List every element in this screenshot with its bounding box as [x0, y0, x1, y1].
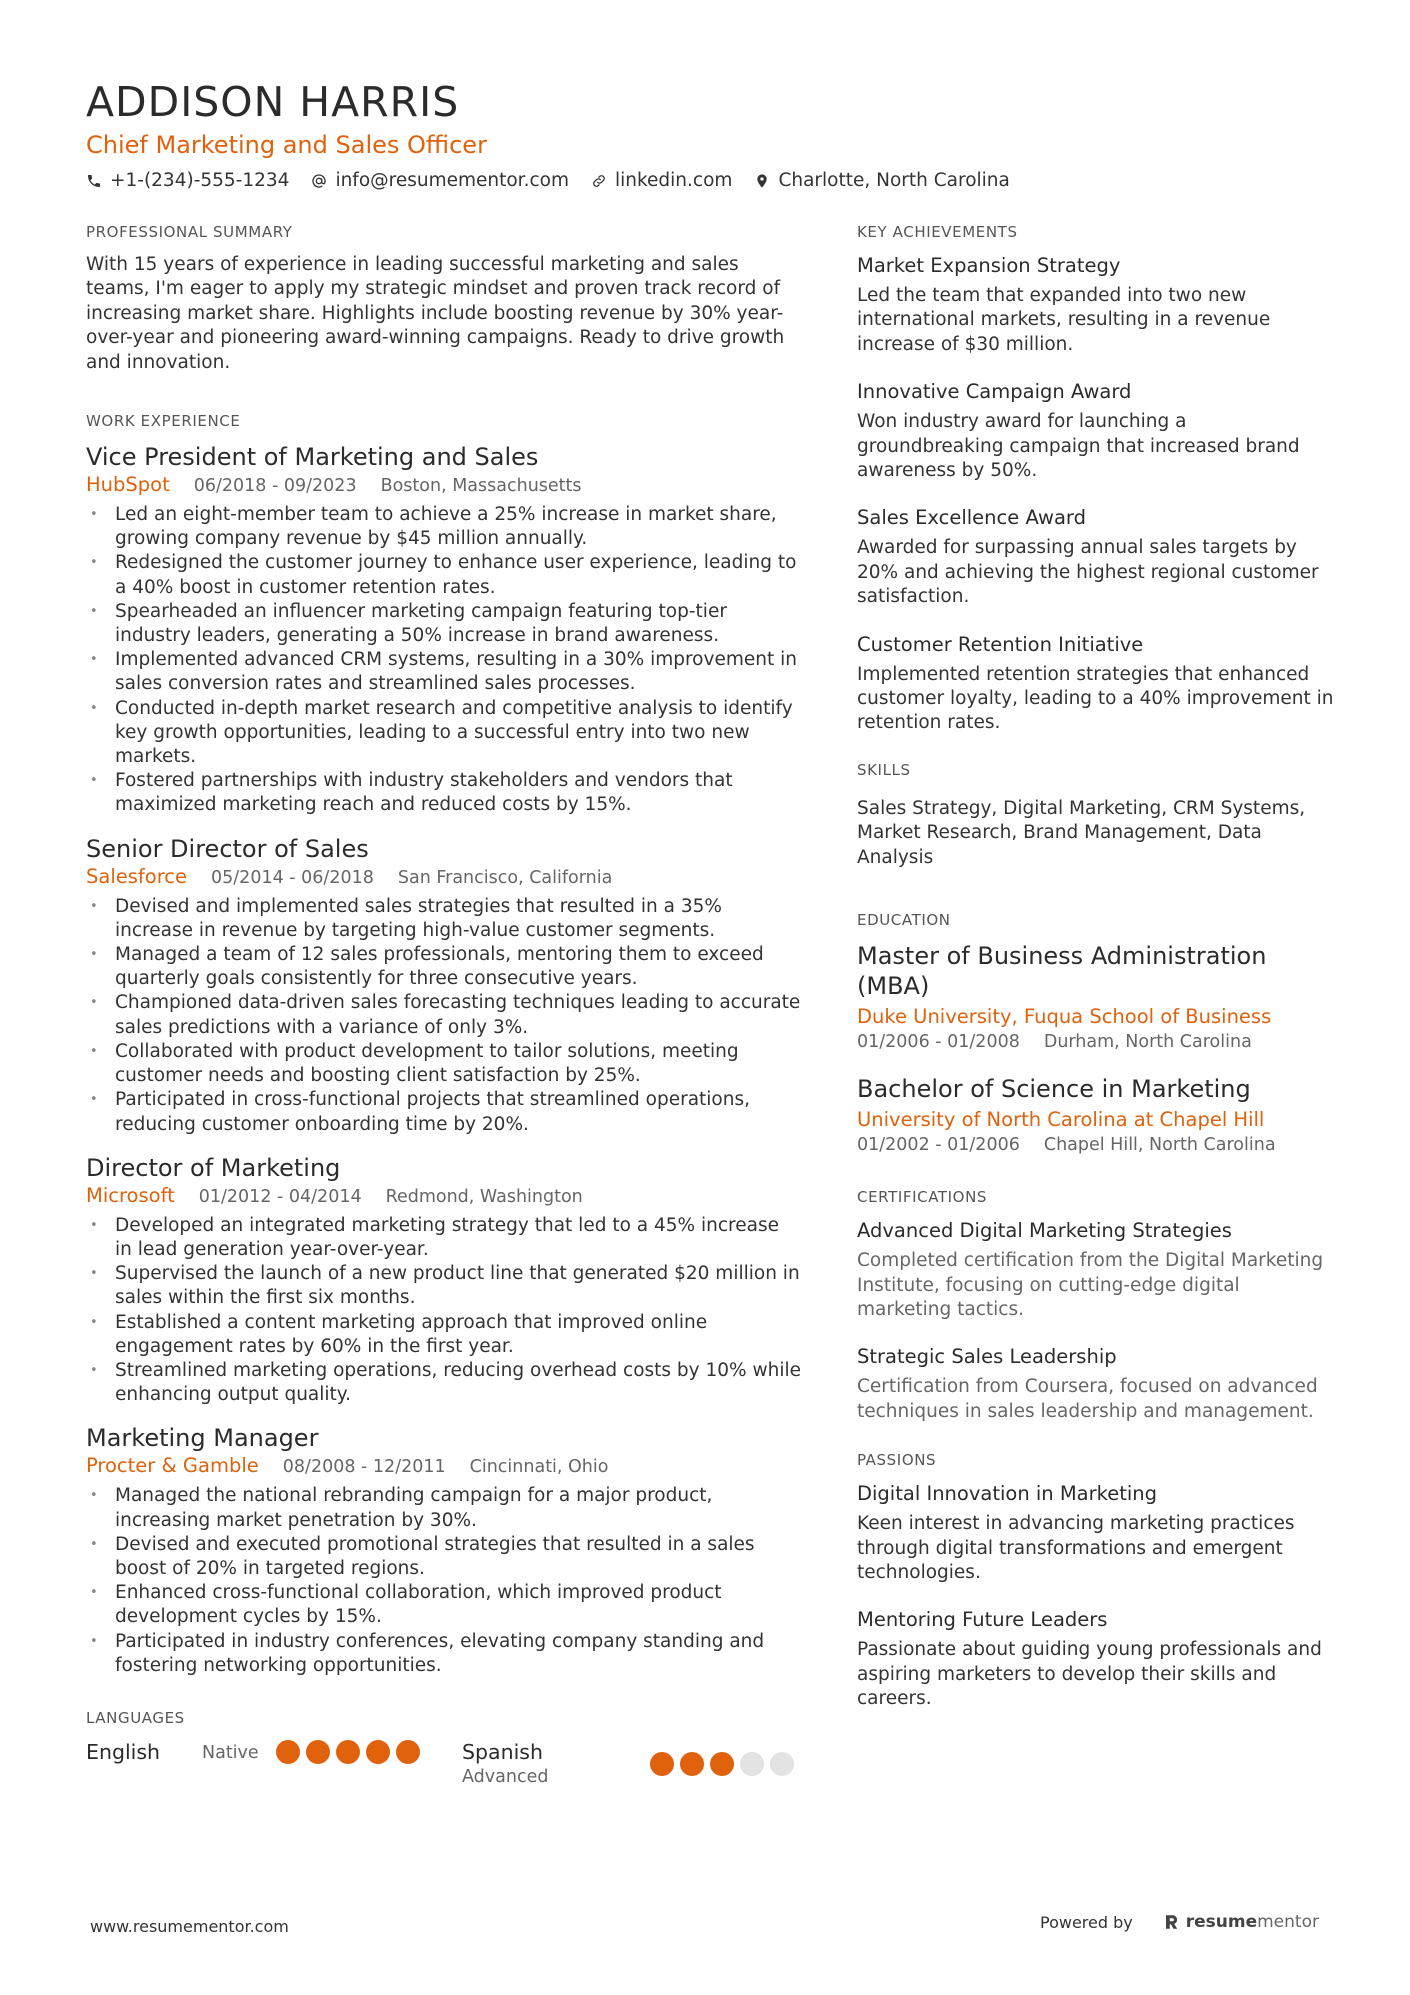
achievements-section — [857, 222, 1337, 736]
certification-item — [857, 1218, 1337, 1322]
certification-desc: Certification from Coursera, focused on advanced techniques in sales leadership and management. — [857, 1376, 1318, 1422]
phone-text: +1-(234)-555-1234 — [110, 170, 290, 191]
languages-section — [86, 1708, 801, 1789]
left-column — [86, 222, 801, 1817]
education-location: Durham, North Carolina — [1043, 1032, 1252, 1053]
contact-phone — [86, 168, 289, 194]
job-dates: 06/2018 - 09/2023 — [193, 476, 357, 497]
job-bullet: • Streamlined marketing operations, reducing overhead costs by 10% while enhancing output quality. — [86, 1359, 801, 1407]
passions-section — [857, 1450, 1337, 1711]
job-bullet: • Fostered partnerships with industry stakeholders and vendors that maximized marketing reach and reduced costs by 15%. — [86, 769, 801, 817]
passion-title: Mentoring Future Leaders — [857, 1608, 1108, 1632]
job-bullets — [86, 1484, 801, 1678]
passion-item — [857, 1607, 1337, 1711]
job-dates: 01/2012 - 04/2014 — [198, 1186, 362, 1207]
education-item — [857, 1074, 1337, 1157]
job-location: Cincinnati, Ohio — [469, 1457, 609, 1478]
education-meta — [857, 1133, 1337, 1157]
achievement-desc: Won industry award for launching a groundbreaking campaign that increased brand awareness by 50%. — [857, 411, 1300, 482]
passion-item — [857, 1481, 1337, 1585]
job-company: Microsoft — [86, 1183, 175, 1207]
job-dates: 05/2014 - 06/2018 — [211, 867, 374, 888]
education-dates: 01/2002 - 01/2006 — [857, 1135, 1020, 1156]
email-text[interactable]: info@resumementor.com — [335, 170, 569, 191]
job-bullet: • Led an eight-member team to achieve a 25% increase in market share, growing company revenue by $45 million annually. — [86, 503, 801, 551]
section-title: LANGUAGES — [86, 1708, 185, 1727]
section-title: WORK EXPERIENCE — [86, 412, 241, 431]
job-bullets — [86, 503, 801, 818]
education-location: Chapel Hill, North Carolina — [1043, 1135, 1276, 1156]
job-entry — [86, 1153, 801, 1408]
job-bullet: • Devised and implemented sales strategies that resulted in a 35% increase in revenue by targeting high-value customer segments. — [86, 895, 801, 943]
job-bullet: • Participated in industry conferences, elevating company standing and fostering networking opportunities. — [86, 1630, 801, 1678]
passion-desc: Keen interest in advancing marketing practices through digital transformations and emergent technologies. — [857, 1513, 1295, 1583]
right-column — [857, 222, 1337, 1740]
job-bullet: • Supervised the launch of a new product line that generated $20 million in sales within the first six months. — [86, 1262, 801, 1310]
education-dates: 01/2006 - 01/2008 — [857, 1032, 1020, 1053]
achievement-item — [857, 253, 1337, 357]
job-bullet: • Conducted in-depth market research and competitive analysis to identify key growth opportunities, leading to a successful entry into two new markets. — [86, 697, 801, 770]
language-rating — [276, 1740, 426, 1764]
job-dates: 08/2008 - 12/2011 — [282, 1457, 446, 1478]
section-title: SKILLS — [857, 760, 911, 779]
language-label-wrap — [86, 1739, 202, 1765]
section-title: KEY ACHIEVEMENTS — [857, 223, 1018, 241]
job-meta — [86, 1454, 801, 1479]
summary-section — [86, 222, 801, 375]
job-bullet: • Managed a team of 12 sales professionals, mentoring them to exceed quarterly goals consistently for three consecutive years. — [86, 943, 801, 991]
job-entry — [86, 1423, 801, 1678]
language-label-wrap — [462, 1739, 650, 1789]
rating-dot-filled — [366, 1740, 390, 1764]
job-title: Senior Director of Sales — [86, 834, 369, 863]
job-company: Procter & Gamble — [86, 1454, 259, 1478]
rating-dot-filled — [336, 1740, 360, 1764]
location-pin-icon — [754, 173, 770, 189]
contact-linkedin[interactable] — [591, 168, 732, 194]
job-bullet: • Championed data-driven sales forecasting techniques leading to accurate sales predictions with a variance of only 3%. — [86, 991, 801, 1039]
achievement-title: Market Expansion Strategy — [857, 254, 1121, 277]
achievement-item — [857, 505, 1337, 609]
rating-dot-empty — [770, 1752, 794, 1776]
certification-item — [857, 1344, 1337, 1424]
education-item — [857, 941, 1337, 1054]
passion-title: Digital Innovation in Marketing — [857, 1482, 1158, 1506]
language-name: English — [86, 1739, 161, 1764]
rating-dot-empty — [740, 1752, 764, 1776]
rating-dot-filled — [710, 1752, 734, 1776]
job-meta — [86, 865, 801, 890]
job-bullet: • Developed an integrated marketing strategy that led to a 45% increase in lead generation year-over-year. — [86, 1214, 801, 1262]
job-company: Salesforce — [86, 864, 188, 888]
job-location: Redmond, Washington — [385, 1186, 583, 1207]
candidate-name: ADDISON HARRIS — [86, 78, 460, 126]
candidate-role: Chief Marketing and Sales Officer — [86, 131, 487, 159]
certification-title: Strategic Sales Leadership — [857, 1345, 1117, 1369]
footer-website[interactable]: www.resumementor.com — [90, 1917, 289, 1936]
rating-dot-filled — [650, 1752, 674, 1776]
location-text: Charlotte, North Carolina — [778, 170, 1010, 191]
linkedin-text[interactable]: linkedin.com — [614, 170, 733, 191]
job-title: Marketing Manager — [86, 1424, 319, 1453]
certification-desc: Completed certification from the Digital Marketing Institute, focusing on cutting-edge digital marketing tactics. — [857, 1250, 1324, 1320]
language-name: Spanish — [462, 1739, 543, 1764]
language-level: Native — [202, 1742, 259, 1763]
education-degree: Bachelor of Science in Marketing — [857, 1075, 1251, 1104]
job-bullet: • Devised and executed promotional strategies that resulted in a sales boost of 20% in targeted regions. — [86, 1533, 801, 1581]
job-bullet: • Redesigned the customer journey to enhance user experience, leading to a 40% boost in customer retention rates. — [86, 551, 801, 599]
job-meta — [86, 473, 801, 498]
job-bullet: • Spearheaded an influencer marketing campaign featuring top-tier industry leaders, generating a 50% increase in brand awareness. — [86, 600, 801, 648]
education-school: Duke University, Fuqua School of Business — [857, 1005, 1272, 1029]
certifications-section — [857, 1187, 1337, 1424]
at-icon — [311, 173, 327, 189]
job-location: San Francisco, California — [397, 867, 613, 888]
rating-dot-filled — [680, 1752, 704, 1776]
powered-by-text: Powered by — [1040, 1912, 1133, 1932]
section-title: PROFESSIONAL SUMMARY — [86, 223, 293, 241]
resume-header — [86, 78, 1326, 194]
job-bullet: • Managed the national rebranding campaign for a major product, increasing market penetration by 30%. — [86, 1484, 801, 1532]
certification-title: Advanced Digital Marketing Strategies — [857, 1219, 1232, 1243]
contact-email[interactable] — [311, 168, 569, 194]
job-bullet: • Participated in cross-functional projects that streamlined operations, reducing customer onboarding time by 20%. — [86, 1088, 801, 1136]
achievement-desc: Implemented retention strategies that enhanced customer loyalty, leading to a 40% improvement in retention rates. — [857, 663, 1334, 734]
education-section — [857, 910, 1337, 1157]
language-item — [86, 1739, 462, 1765]
language-item — [462, 1739, 800, 1789]
footer-powered-by — [1040, 1912, 1319, 1932]
job-bullet: • Established a content marketing approach that improved online engagement rates by 60% in the first year. — [86, 1311, 801, 1359]
skills-text: Sales Strategy, Digital Marketing, CRM Systems, Market Research, Brand Management, Data Analysis — [857, 797, 1306, 868]
summary-text: With 15 years of experience in leading successful marketing and sales teams, I'm eager to apply my strategic mindset and proven track record of increasing market share. Highlights include boosting revenue by 30% year-over-year and pioneering award-winning campaigns. Ready to drive growth and innovation. — [86, 254, 785, 373]
achievement-item — [857, 632, 1337, 736]
link-icon — [591, 173, 607, 189]
achievement-desc: Led the team that expanded into two new international markets, resulting in a revenue increase of $30 million. — [857, 285, 1271, 355]
job-bullet: • Collaborated with product development to tailor solutions, meeting customer needs and boosting client satisfaction by 25%. — [86, 1040, 801, 1088]
phone-icon — [86, 173, 102, 189]
job-bullets — [86, 895, 801, 1137]
job-bullet: • Enhanced cross-functional collaboration, which improved product development cycles by 15%. — [86, 1581, 801, 1629]
job-bullets — [86, 1214, 801, 1408]
brand-bold: resume — [1185, 1912, 1258, 1932]
job-title: Director of Marketing — [86, 1153, 341, 1182]
brand-logo[interactable] — [1163, 1912, 1319, 1932]
language-rating — [650, 1752, 800, 1776]
rating-dot-filled — [396, 1740, 420, 1764]
job-title: Vice President of Marketing and Sales — [86, 443, 539, 472]
section-title: CERTIFICATIONS — [857, 1188, 988, 1207]
job-location: Boston, Massachusetts — [380, 476, 582, 497]
contact-location — [754, 168, 1009, 194]
language-level: Advanced — [462, 1766, 549, 1787]
section-title: EDUCATION — [857, 911, 951, 930]
language-list — [86, 1739, 801, 1789]
achievement-title: Innovative Campaign Award — [857, 380, 1132, 404]
job-company: HubSpot — [86, 473, 170, 497]
achievement-title: Customer Retention Initiative — [857, 632, 1144, 656]
achievement-item — [857, 379, 1337, 483]
education-school: University of North Carolina at Chapel Hill — [857, 1108, 1265, 1132]
rating-dot-filled — [306, 1740, 330, 1764]
achievement-desc: Awarded for surpassing annual sales targets by 20% and achieving the highest regional customer satisfaction. — [857, 537, 1319, 608]
education-meta — [857, 1030, 1337, 1054]
job-meta — [86, 1184, 801, 1209]
contact-row — [86, 168, 1326, 194]
experience-section — [86, 411, 801, 1678]
section-title: PASSIONS — [857, 1451, 937, 1470]
achievement-title: Sales Excellence Award — [857, 506, 1086, 530]
passion-desc: Passionate about guiding young professionals and aspiring marketers to develop their skills and careers. — [857, 1639, 1322, 1710]
skills-section — [857, 760, 1337, 870]
brand-light: mentor — [1257, 1912, 1319, 1932]
job-entry — [86, 834, 801, 1137]
education-degree: Master of Business Administration (MBA) — [857, 942, 1267, 1001]
resumementor-logo-icon — [1163, 1913, 1181, 1931]
job-bullet: • Implemented advanced CRM systems, resulting in a 30% improvement in sales conversion rates and streamlined sales processes. — [86, 648, 801, 696]
job-entry — [86, 442, 801, 818]
rating-dot-filled — [276, 1740, 300, 1764]
